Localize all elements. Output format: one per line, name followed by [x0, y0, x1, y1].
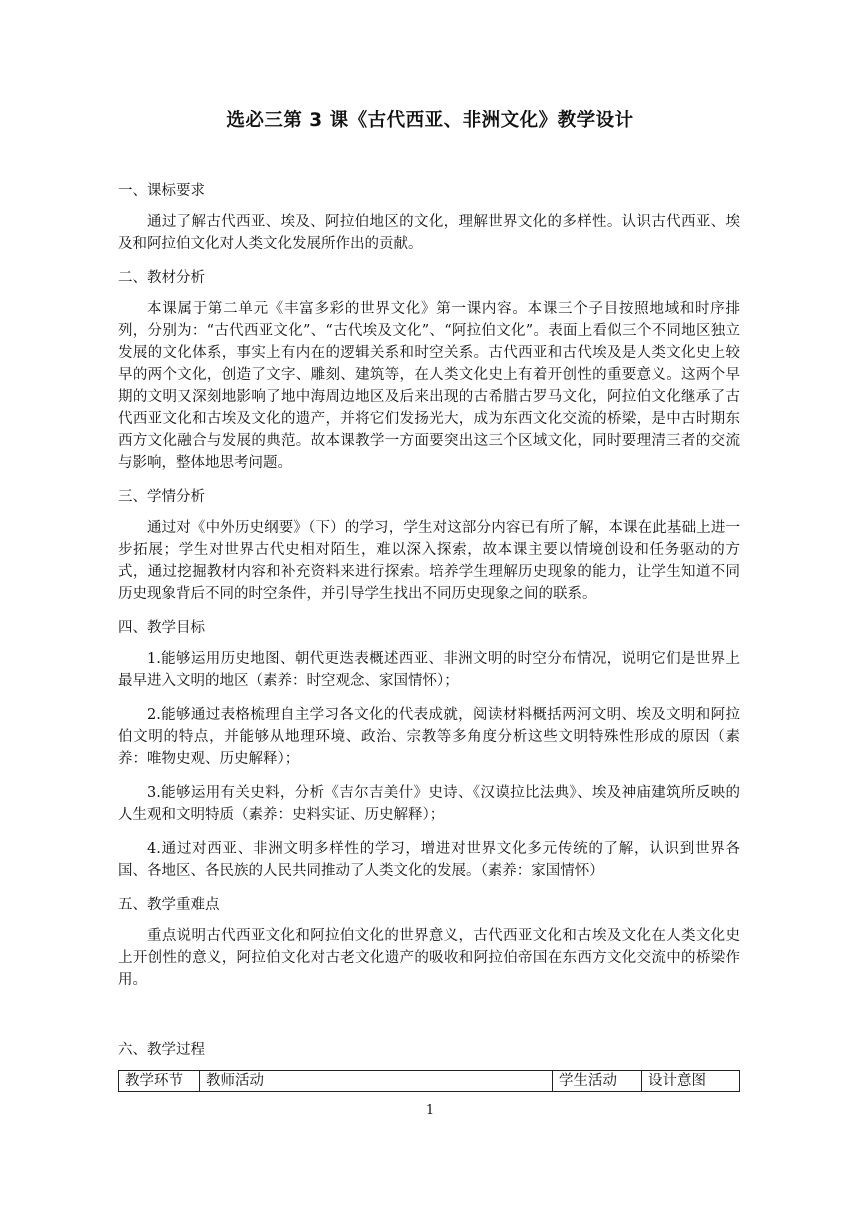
objective-item: 4.通过对西亚、非洲文明多样性的学习，增进对世界文化多元传统的了解，认识到世界各国、各地区、各民族的人民共同推动了人类文化的发展。（素养：家国情怀）: [118, 841, 740, 879]
teaching-process-table: [118, 1070, 740, 1092]
objective-item: 3.能够运用有关史料，分析《吉尔吉美什》史诗、《汉谟拉比法典》、埃及神庙建筑所反映的人生观和文明特质（素养：史料实证、历史解释）；: [118, 785, 740, 823]
table-header-cell: 学生活动: [553, 1071, 642, 1092]
spacer: [118, 1003, 740, 1035]
table-header-cell: 教学环节: [119, 1071, 200, 1092]
section-heading-textbook: 二、教材分析: [118, 270, 205, 286]
paragraph-textbook: 本课属于第二单元《丰富多彩的世界文化》第一课内容。本课三个子目按照地域和时序排列，分别为：“古代西亚文化”、“古代埃及文化”、“阿拉伯文化”。表面上看似三个不同地区独立发展的文化体系，事实上有内在的逻辑关系和时空关系。古代西亚和古代埃及是人类文化史上较早的两个文化，创造了文字、雕刻、建筑等，在人类文化史上有着开创性的重要意义。这两个早期的文明又深刻地影响了地中海周边地区及后来出现的古希腊古罗马文化，阿拉伯文化继承了古代西亚文化和古埃及文化的遗产，并将它们发扬光大，成为东西文化交流的桥梁，是中古时期东西方文化融合与发展的典范。故本课教学一方面要突出这三个区域文化，同时要理清三者的交流与影响，整体地思考问题。: [118, 301, 740, 471]
section-heading-curriculum: 一、课标要求: [118, 183, 205, 199]
document-body: [118, 176, 740, 1092]
page-number: 1: [425, 1103, 435, 1118]
table-header-cell: 设计意图: [642, 1071, 740, 1092]
objective-item: 2.能够通过表格梳理自主学习各文化的代表成就，阅读材料概括两河文明、埃及文明和阿拉伯文明的特点，并能够从地理环境、政治、宗教等多角度分析这些文明特殊性形成的原因（素养：唯物史观、历史解释）；: [118, 707, 740, 767]
section-heading-key-points: 五、教学重难点: [118, 897, 220, 913]
section-heading-students: 三、学情分析: [118, 489, 205, 505]
paragraph-students: 通过对《中外历史纲要》（下）的学习，学生对这部分内容已有所了解，本课在此基础上进一步拓展；学生对世界古代史相对陌生，难以深入探索，故本课主要以情境创设和任务驱动的方式，通过挖掘教材内容和补充资料来进行探索。培养学生理解历史现象的能力，让学生知道不同历史现象背后不同的时空条件，并引导学生找出不同历史现象之间的联系。: [118, 520, 740, 602]
objective-item: 1.能够运用历史地图、朝代更迭表概述西亚、非洲文明的时空分布情况，说明它们是世界上最早进入文明的地区（素养：时空观念、家国情怀）；: [118, 651, 740, 689]
paragraph-curriculum: 通过了解古代西亚、埃及、阿拉伯地区的文化，理解世界文化的多样性。认识古代西亚、埃及和阿拉伯文化对人类文化发展所作出的贡献。: [118, 214, 740, 252]
document-title: 选必三第 3 课《古代西亚、非洲文化》教学设计: [226, 110, 634, 131]
paragraph-key-points: 重点说明古代西亚文化和阿拉伯文化的世界意义，古代西亚文化和古埃及文化在人类文化史上开创性的意义，阿拉伯文化对古老文化遗产的吸收和阿拉伯帝国在东西方文化交流中的桥梁作用。: [118, 928, 740, 988]
section-heading-objectives: 四、教学目标: [118, 620, 205, 636]
table-header-row: [119, 1071, 740, 1092]
table-header-cell: 教师活动: [200, 1071, 553, 1092]
section-heading-process: 六、教学过程: [118, 1042, 205, 1058]
